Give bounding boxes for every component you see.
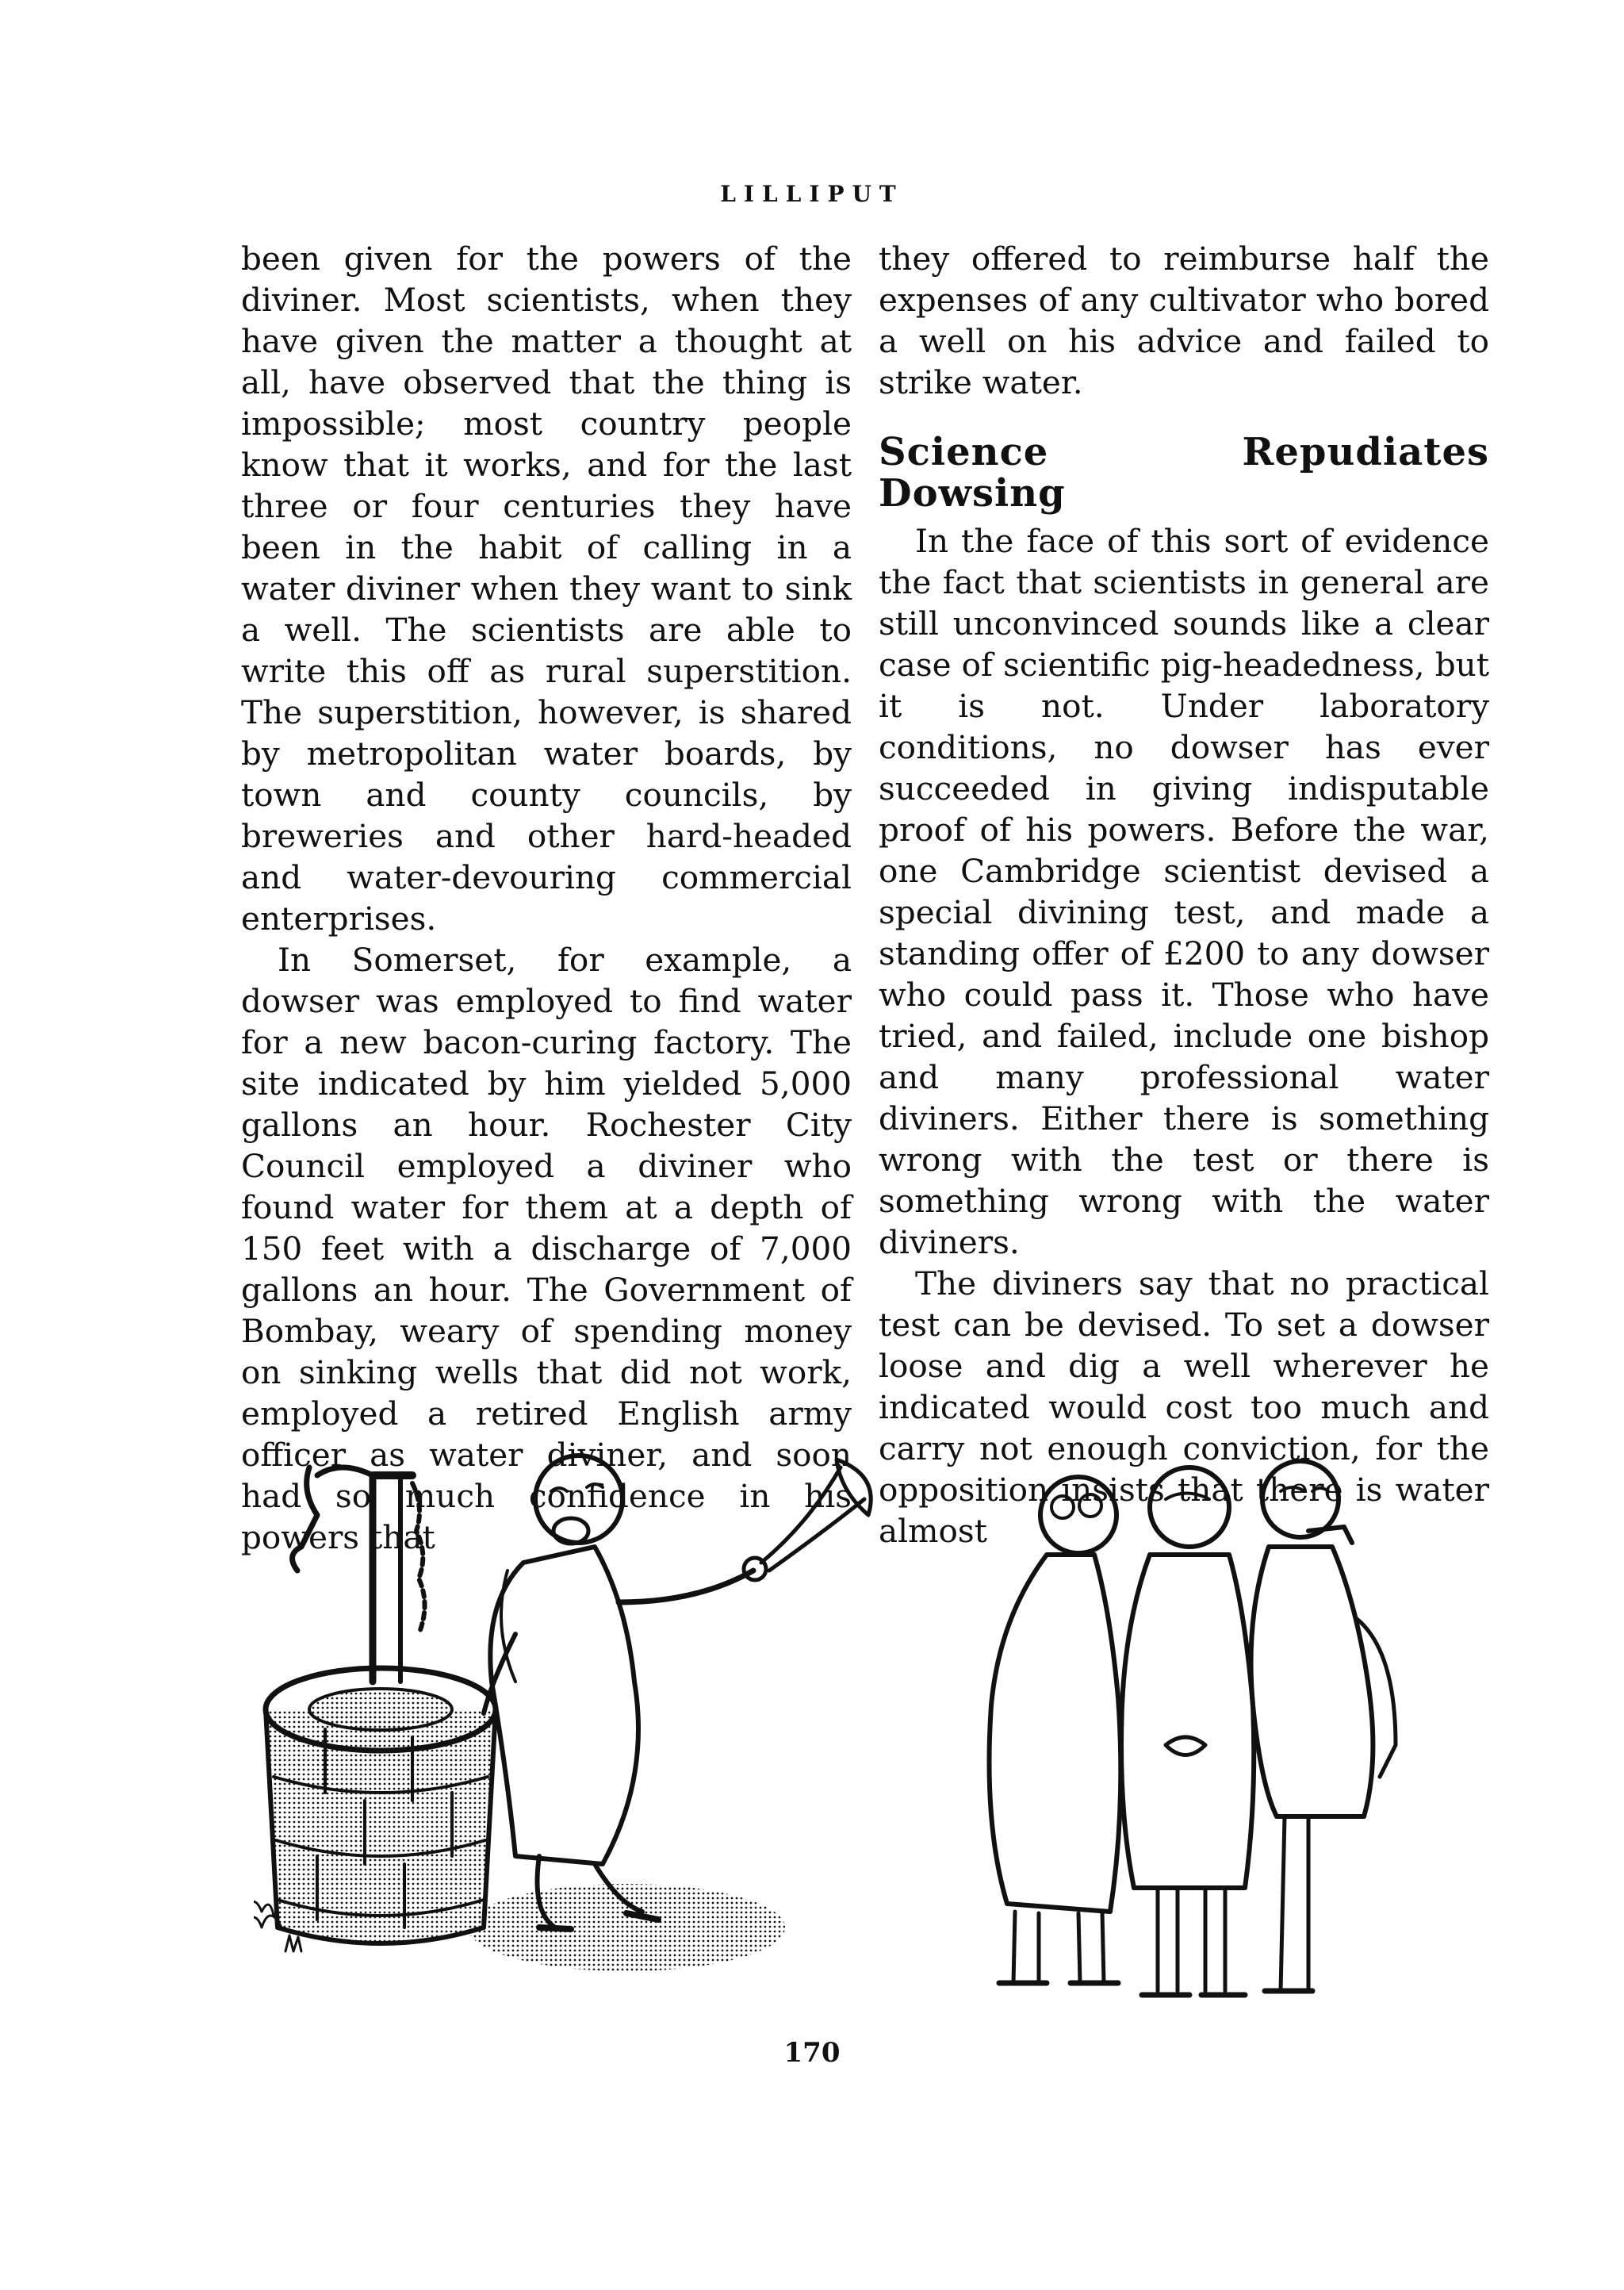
- running-head: LILLIPUT: [720, 181, 904, 207]
- dowser-figure: [468, 1456, 871, 1971]
- body-paragraph: In Somerset, for example, a dowser was employed to find water for a new bacon-curing factory. The site indicated by him yielded 5,000 gallons an hour. Rochester City Council employed a diviner who found water for them at a depth of 150 feet with a discharge of 7,000 gallons an hour. The Government of Bombay, weary of spending money on sinking wells that did not work, employed a retired English army officer as water diviner, and soon had so much confidence in his powers that: [241, 941, 852, 1556]
- page-number: 170: [783, 2037, 841, 2069]
- cartoon-illustration: [254, 1444, 1443, 2039]
- well-drawing: [254, 1467, 496, 1951]
- body-paragraph: they offered to reimburse half the expenses of any cultivator who bored a well on his advice and failed to strike water.: [879, 240, 1489, 401]
- body-paragraph: The diviners say that no practical test can be devised. To set a dowser loose and dig a well wherever he indicated would cost too much and carry not enough conviction, for the opposition insists that there is water almost: [879, 1264, 1489, 1550]
- section-subheading: Science Repudiates Dowsing: [879, 430, 1489, 516]
- body-paragraph: been given for the powers of the diviner. Most scientists, when they have given the matter a thought at all, have observed that the thing is impossible; most country people know that it works, and for the last three or four centuries they have been in the habit of calling in a water diviner when they want to sink a well. The scientists are able to write this off as rural superstition. The superstition, however, is shared by metropolitan water boards, by town and county councils, by breweries and other hard-headed and water-devouring commercial enterprises.: [241, 240, 852, 938]
- body-paragraph: In the face of this sort of evidence the fact that scientists in general are still unconvinced sounds like a clear case of scientific pig-headedness, but it is not. Under laboratory conditions, no dowser has ever succeeded in giving indisputable proof of his powers. Before the war, one Cambridge scientist devised a special divining test, and made a standing offer of £200 to any dowser who could pass it. Those who have tried, and failed, include one bishop and many professional water diviners. Either there is something wrong with the test or there is something wrong with the water diviners.: [879, 522, 1489, 1261]
- scientists-figures: [990, 1461, 1396, 1995]
- left-column: [241, 238, 852, 1558]
- right-column: [879, 238, 1489, 1552]
